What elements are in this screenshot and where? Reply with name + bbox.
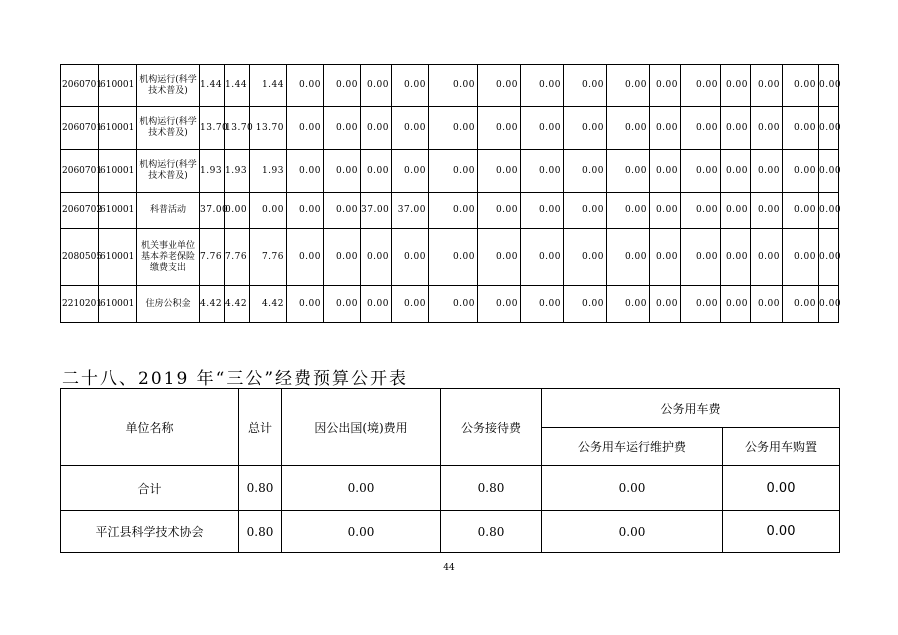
amount-cell: 0.00 — [681, 229, 721, 286]
row-vehicle-maintenance: 0.00 — [542, 511, 723, 553]
amount-cell: 0.00 — [650, 107, 681, 150]
amount-cell: 0.00 — [521, 193, 564, 229]
row-vehicle-maintenance: 0.00 — [542, 466, 723, 511]
amount-cell: 0.00 — [478, 150, 521, 193]
amount-cell: 4.42 — [225, 286, 250, 323]
function-code: 2060701 — [61, 107, 99, 150]
amount-cell: 0.00 — [521, 107, 564, 150]
amount-cell: 0.00 — [392, 229, 429, 286]
amount-cell: 0.00 — [287, 65, 324, 107]
amount-cell: 0.00 — [429, 107, 478, 150]
row-total: 0.80 — [239, 466, 282, 511]
amount-cell: 0.00 — [564, 229, 607, 286]
amount-cell: 0.00 — [478, 65, 521, 107]
amount-cell: 13.70 — [225, 107, 250, 150]
amount-cell: 0.00 — [783, 150, 819, 193]
amount-cell: 0.00 — [819, 193, 839, 229]
amount-cell: 0.00 — [681, 150, 721, 193]
amount-cell: 0.00 — [721, 286, 751, 323]
amount-cell: 1.93 — [225, 150, 250, 193]
amount-cell: 0.00 — [478, 107, 521, 150]
amount-cell: 0.00 — [429, 193, 478, 229]
row-unit-name: 合计 — [61, 466, 239, 511]
amount-cell: 0.00 — [361, 107, 392, 150]
table-row — [61, 229, 839, 286]
amount-cell: 0.00 — [392, 65, 429, 107]
amount-cell: 0.00 — [324, 229, 361, 286]
item-name: 机构运行(科学技术普及) — [137, 107, 200, 150]
amount-cell: 0.00 — [225, 193, 250, 229]
amount-cell: 0.00 — [521, 65, 564, 107]
table-row — [61, 286, 839, 323]
function-code: 2060701 — [61, 150, 99, 193]
amount-cell: 0.00 — [392, 150, 429, 193]
amount-cell: 7.76 — [250, 229, 287, 286]
amount-cell: 0.00 — [478, 286, 521, 323]
function-code: 2080505 — [61, 229, 99, 286]
amount-cell: 0.00 — [650, 193, 681, 229]
row-reception: 0.80 — [441, 511, 542, 553]
amount-cell: 0.00 — [819, 150, 839, 193]
amount-cell: 0.00 — [564, 150, 607, 193]
header-vehicle-purchase: 公务用车购置 — [723, 428, 840, 466]
amount-cell: 0.00 — [564, 107, 607, 150]
amount-cell: 0.00 — [607, 150, 650, 193]
function-code: 2060701 — [61, 65, 99, 107]
amount-cell: 0.00 — [783, 286, 819, 323]
item-name: 机构运行(科学技术普及) — [137, 65, 200, 107]
amount-cell: 0.00 — [721, 107, 751, 150]
amount-cell: 0.00 — [681, 286, 721, 323]
item-name: 机构运行(科学技术普及) — [137, 150, 200, 193]
table-row — [61, 511, 840, 553]
amount-cell: 0.00 — [429, 150, 478, 193]
row-reception: 0.80 — [441, 466, 542, 511]
amount-cell: 0.00 — [607, 193, 650, 229]
amount-cell: 0.00 — [324, 107, 361, 150]
table-row — [61, 466, 840, 511]
row-total: 0.80 — [239, 511, 282, 553]
amount-cell: 0.00 — [250, 193, 287, 229]
table-row — [61, 193, 839, 229]
amount-cell: 0.00 — [650, 286, 681, 323]
amount-cell: 13.70 — [250, 107, 287, 150]
amount-cell: 0.00 — [429, 286, 478, 323]
amount-cell: 0.00 — [361, 229, 392, 286]
amount-cell: 0.00 — [564, 193, 607, 229]
row-abroad: 0.00 — [282, 511, 441, 553]
amount-cell: 0.00 — [324, 286, 361, 323]
amount-cell: 1.93 — [250, 150, 287, 193]
amount-cell: 37.00 — [392, 193, 429, 229]
header-reception: 公务接待费 — [441, 389, 542, 466]
amount-cell: 0.00 — [751, 107, 783, 150]
amount-cell: 0.00 — [751, 150, 783, 193]
amount-cell: 1.44 — [200, 65, 225, 107]
table-row — [61, 150, 839, 193]
row-unit-name: 平江县科学技术协会 — [61, 511, 239, 553]
amount-cell: 13.70 — [200, 107, 225, 150]
table-row — [61, 65, 839, 107]
amount-cell: 0.00 — [478, 193, 521, 229]
function-code: 2060702 — [61, 193, 99, 229]
amount-cell: 7.76 — [225, 229, 250, 286]
amount-cell: 0.00 — [521, 286, 564, 323]
amount-cell: 0.00 — [650, 65, 681, 107]
header-vehicle: 公务用车费 — [542, 389, 840, 428]
amount-cell: 0.00 — [361, 65, 392, 107]
unit-code: 610001 — [99, 286, 137, 323]
unit-code: 610001 — [99, 193, 137, 229]
amount-cell: 0.00 — [324, 150, 361, 193]
amount-cell: 7.76 — [200, 229, 225, 286]
amount-cell: 1.44 — [225, 65, 250, 107]
amount-cell: 0.00 — [681, 65, 721, 107]
amount-cell: 0.00 — [721, 65, 751, 107]
amount-cell: 0.00 — [607, 65, 650, 107]
amount-cell: 0.00 — [681, 193, 721, 229]
function-code: 2210201 — [61, 286, 99, 323]
budget-detail-table — [60, 64, 842, 323]
unit-code: 610001 — [99, 65, 137, 107]
amount-cell: 0.00 — [819, 65, 839, 107]
amount-cell: 4.42 — [250, 286, 287, 323]
item-name: 机关事业单位基本养老保险缴费支出 — [137, 229, 200, 286]
row-vehicle-purchase: 0.00 — [723, 511, 840, 553]
amount-cell: 0.00 — [607, 286, 650, 323]
amount-cell: 0.00 — [783, 193, 819, 229]
amount-cell: 0.00 — [783, 65, 819, 107]
amount-cell: 0.00 — [783, 107, 819, 150]
header-abroad: 因公出国(境)费用 — [282, 389, 441, 466]
header-unit-name: 单位名称 — [61, 389, 239, 466]
amount-cell: 1.44 — [250, 65, 287, 107]
item-name: 科普活动 — [137, 193, 200, 229]
amount-cell: 0.00 — [819, 107, 839, 150]
amount-cell: 0.00 — [287, 150, 324, 193]
amount-cell: 0.00 — [607, 107, 650, 150]
amount-cell: 4.42 — [200, 286, 225, 323]
amount-cell: 0.00 — [361, 286, 392, 323]
header-vehicle-maintenance: 公务用车运行维护费 — [542, 428, 723, 466]
sangong-budget-table — [60, 388, 840, 553]
amount-cell: 37.00 — [361, 193, 392, 229]
amount-cell: 0.00 — [287, 107, 324, 150]
amount-cell: 0.00 — [324, 193, 361, 229]
amount-cell: 0.00 — [324, 65, 361, 107]
item-name: 住房公积金 — [137, 286, 200, 323]
amount-cell: 0.00 — [681, 107, 721, 150]
amount-cell: 0.00 — [287, 193, 324, 229]
amount-cell: 0.00 — [819, 286, 839, 323]
amount-cell: 0.00 — [721, 193, 751, 229]
amount-cell: 0.00 — [521, 229, 564, 286]
unit-code: 610001 — [99, 150, 137, 193]
header-total: 总计 — [239, 389, 282, 466]
amount-cell: 0.00 — [478, 229, 521, 286]
unit-code: 610001 — [99, 229, 137, 286]
amount-cell: 0.00 — [721, 150, 751, 193]
amount-cell: 0.00 — [564, 65, 607, 107]
row-vehicle-purchase: 0.00 — [723, 466, 840, 511]
amount-cell: 37.00 — [200, 193, 225, 229]
amount-cell: 1.93 — [200, 150, 225, 193]
amount-cell: 0.00 — [521, 150, 564, 193]
amount-cell: 0.00 — [392, 286, 429, 323]
table-row — [61, 107, 839, 150]
amount-cell: 0.00 — [607, 229, 650, 286]
amount-cell: 0.00 — [287, 286, 324, 323]
amount-cell: 0.00 — [429, 229, 478, 286]
amount-cell: 0.00 — [361, 150, 392, 193]
amount-cell: 0.00 — [429, 65, 478, 107]
unit-code: 610001 — [99, 107, 137, 150]
amount-cell: 0.00 — [392, 107, 429, 150]
amount-cell: 0.00 — [564, 286, 607, 323]
amount-cell: 0.00 — [650, 150, 681, 193]
amount-cell: 0.00 — [783, 229, 819, 286]
amount-cell: 0.00 — [819, 229, 839, 286]
amount-cell: 0.00 — [650, 229, 681, 286]
amount-cell: 0.00 — [751, 229, 783, 286]
amount-cell: 0.00 — [287, 229, 324, 286]
section-title: 二十八、2019 年“三公”经费预算公开表 — [62, 369, 409, 389]
amount-cell: 0.00 — [751, 193, 783, 229]
amount-cell: 0.00 — [721, 229, 751, 286]
row-abroad: 0.00 — [282, 466, 441, 511]
amount-cell: 0.00 — [751, 65, 783, 107]
amount-cell: 0.00 — [751, 286, 783, 323]
page-number: 44 — [443, 563, 455, 573]
